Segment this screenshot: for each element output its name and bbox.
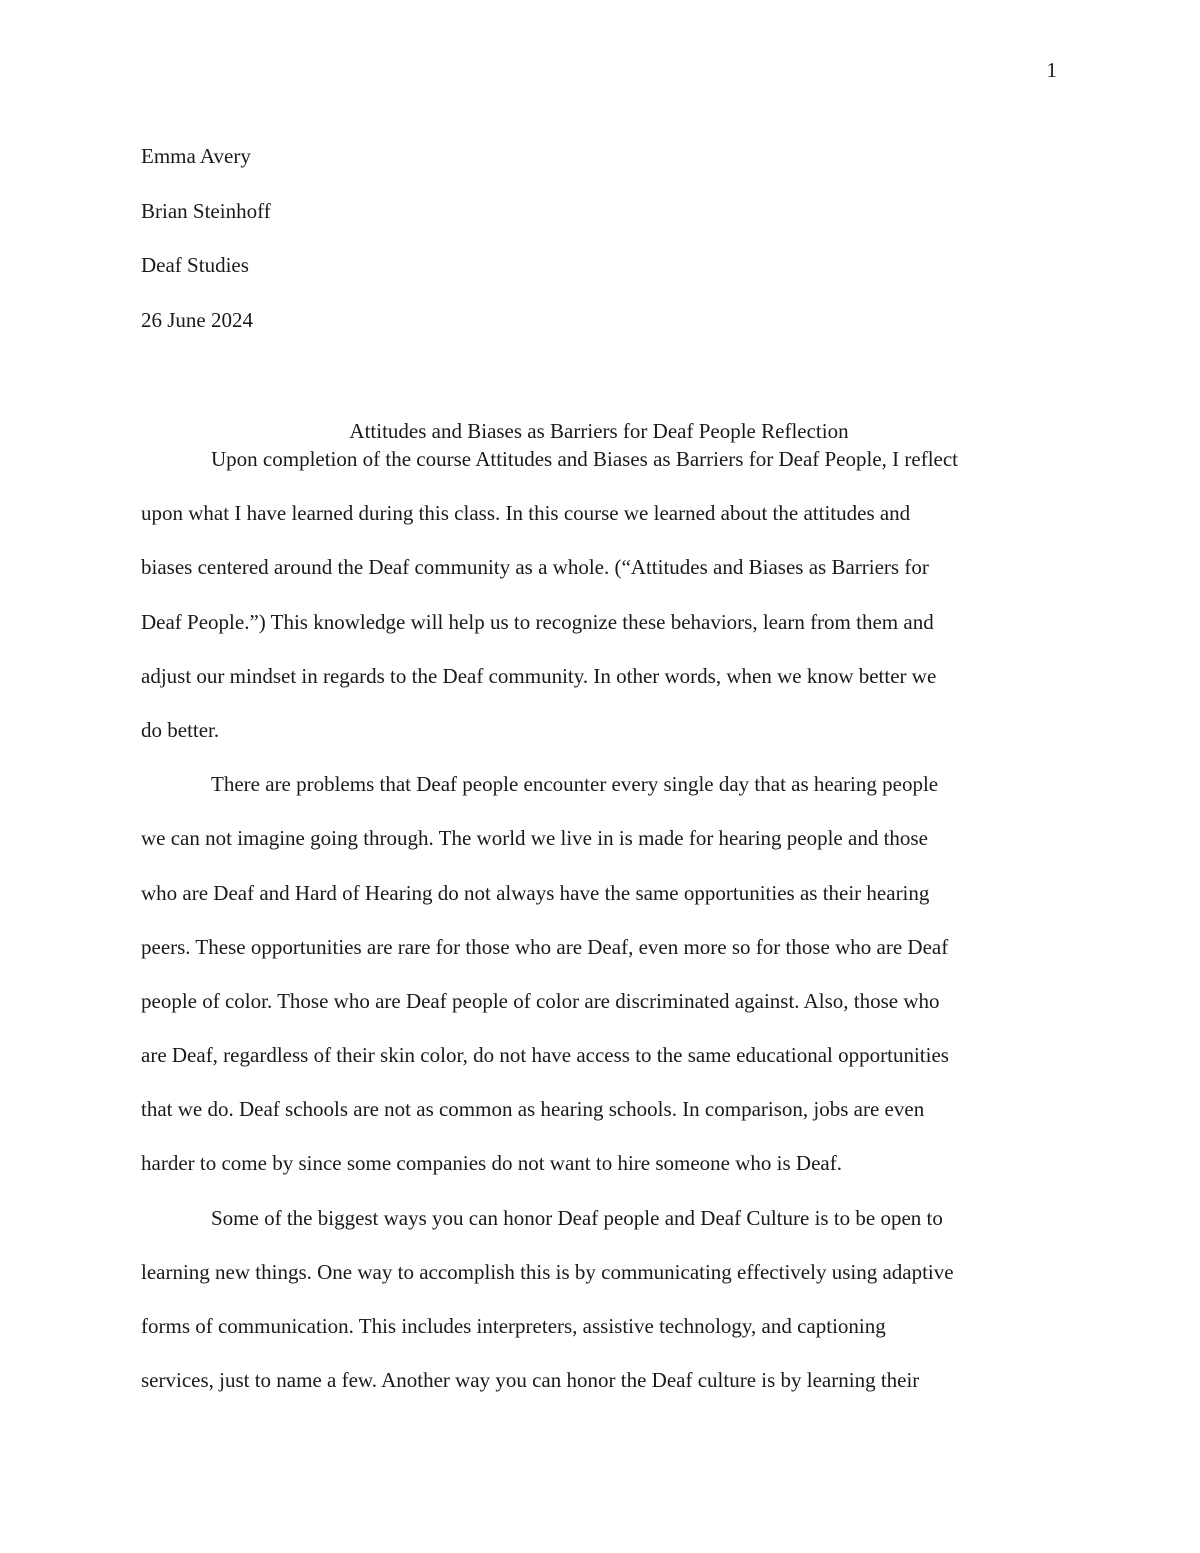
paragraph-3-line: forms of communication. This includes interpreters, assistive technology, and captioning bbox=[141, 1314, 886, 1338]
paragraph-1-line: Deaf People.”) This knowledge will help us to recognize these behaviors, learn from them and bbox=[141, 609, 934, 634]
paragraph-3-line: Some of the biggest ways you can honor Deaf people and Deaf Culture is to be open to bbox=[211, 1205, 943, 1230]
paragraph-2-line: that we do. Deaf schools are not as common as hearing schools. In comparison, jobs are even bbox=[141, 1097, 925, 1122]
paragraph-2-line: harder to come by since some companies do not want to hire someone who is Deaf. bbox=[141, 1151, 842, 1176]
mla-header bbox=[141, 144, 1061, 362]
paragraph-1-line: biases centered around the Deaf community as a whole. (“Attitudes and Biases as Barriers for bbox=[141, 555, 929, 580]
paragraph-3-line: learning new things. One way to accomplish this is by communicating effectively using adaptive bbox=[141, 1259, 954, 1284]
paragraph-2-line: we can not imagine going through. The world we live in is made for hearing people and those bbox=[141, 826, 928, 851]
course-name: Deaf Studies bbox=[141, 253, 249, 277]
essay-title: Attitudes and Biases as Barriers for Deaf People Reflection bbox=[349, 419, 849, 443]
paragraph-3-line: services, just to name a few. Another way you can honor the Deaf culture is by learning their bbox=[141, 1368, 920, 1393]
page-number: 1 bbox=[1046, 58, 1057, 82]
paragraph-2-line: people of color. Those who are Deaf people of color are discriminated against. Also, those who bbox=[141, 988, 940, 1013]
paragraph-1-line: Upon completion of the course Attitudes and Biases as Barriers for Deaf People, I reflect bbox=[211, 447, 959, 471]
paragraph-2-line: peers. These opportunities are rare for those who are Deaf, even more so for those who are Deaf bbox=[141, 934, 949, 959]
paragraph-1-line: upon what I have learned during this class. In this course we learned about the attitudes and bbox=[141, 501, 911, 526]
paragraph-2-line: who are Deaf and Hard of Hearing do not always have the same opportunities as their hearing bbox=[141, 880, 930, 905]
paragraph-2-line: are Deaf, regardless of their skin color, do not have access to the same educational opportunities bbox=[141, 1043, 949, 1068]
instructor-name: Brian Steinhoff bbox=[141, 198, 271, 223]
paragraph-1-line: do better. bbox=[141, 717, 220, 742]
date: 26 June 2024 bbox=[141, 307, 253, 332]
paragraph-2-line: There are problems that Deaf people encounter every single day that as hearing people bbox=[211, 772, 939, 797]
student-name: Emma Avery bbox=[141, 144, 251, 168]
paragraph-1-line: adjust our mindset in regards to the Deaf community. In other words, when we know better we bbox=[141, 663, 937, 688]
essay-body bbox=[141, 447, 1057, 1422]
